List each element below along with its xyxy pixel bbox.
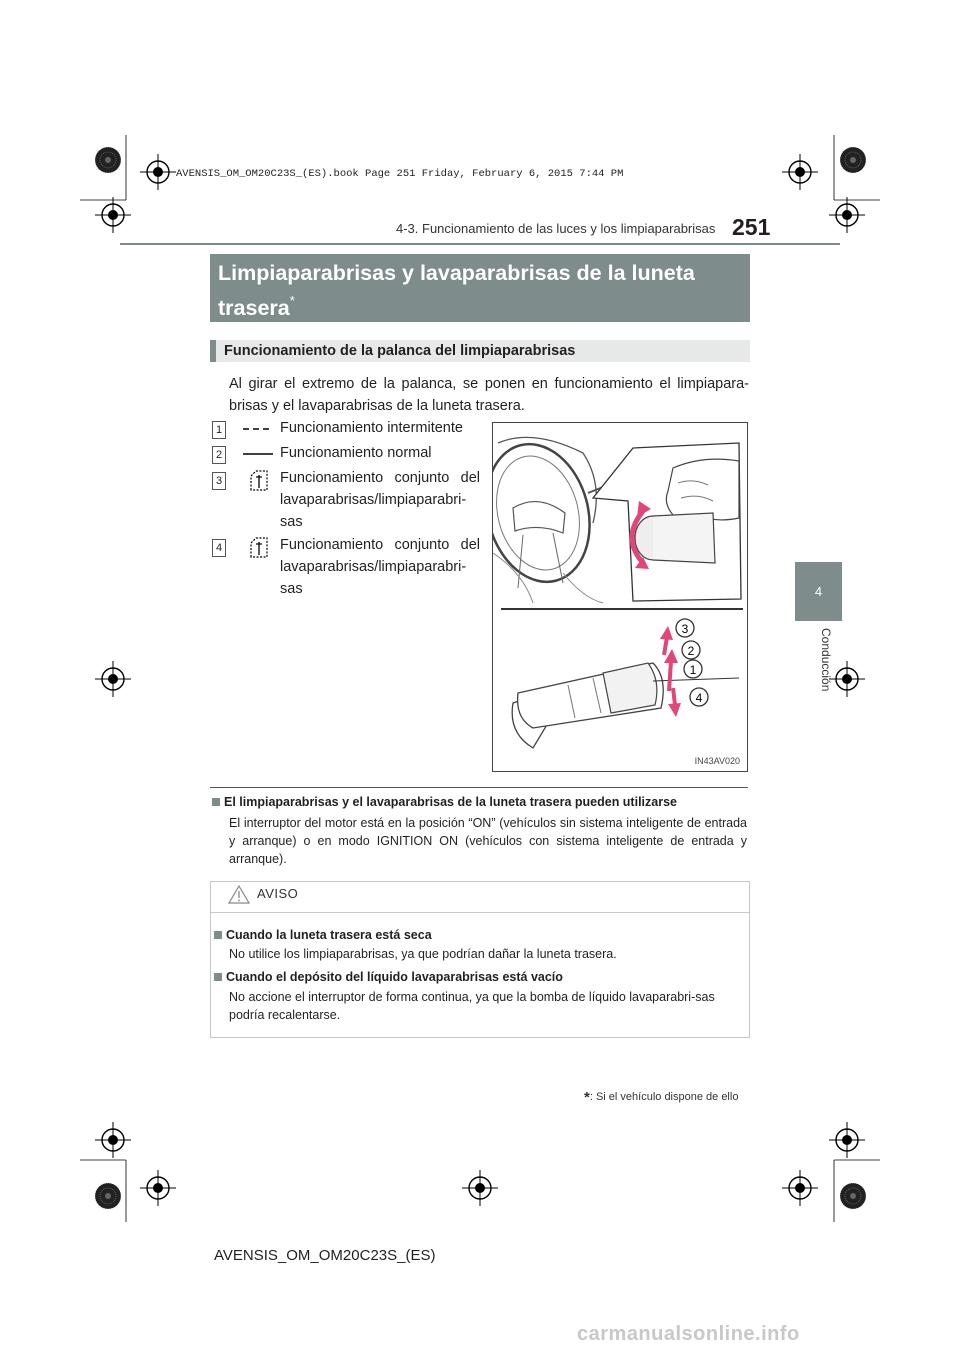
svg-text:2: 2 xyxy=(687,644,695,658)
title-asterisk: * xyxy=(289,293,295,308)
dashed-line-icon xyxy=(242,422,274,436)
intro-paragraph: Al girar el extremo de la palanca, se ponen en funcionamiento el limpiapara-brisas y el lavaparabrisas de la luneta trasera. xyxy=(229,376,749,414)
print-stamp: AVENSIS_OM_OM20C23S_(ES).book Page 251 Friday, February 6, 2015 7:44 PM xyxy=(176,168,624,180)
page-title-text: Limpiaparabrisas y lavaparabrisas de la luneta trasera xyxy=(218,261,695,321)
note-body: El interruptor del motor está en la posición “ON” (vehículos sin sistema inteligente de entrada y arranque) o en modo IGNITION ON (vehículos con sistema inteligente de entrada y arranque). xyxy=(229,816,747,866)
item-number-3: 3 xyxy=(212,472,226,490)
wiper-lever-illustration xyxy=(493,423,747,771)
header-rule xyxy=(120,243,840,245)
item-text-4: Funcionamiento conjunto del lavaparabrisas/limpiaparabri-sas xyxy=(280,537,480,597)
svg-text:3: 3 xyxy=(681,622,689,636)
svg-text:4: 4 xyxy=(695,691,703,705)
warning-heading-1: Cuando la luneta trasera está seca xyxy=(214,928,432,942)
square-bullet-icon xyxy=(212,798,220,806)
square-bullet-icon xyxy=(214,973,222,981)
chapter-tab[interactable] xyxy=(795,562,842,621)
page-number: 251 xyxy=(732,214,771,240)
footnote xyxy=(584,1089,738,1106)
warning-separator xyxy=(211,912,749,913)
footer-document-code: AVENSIS_OM_OM20C23S_(ES) xyxy=(214,1247,436,1264)
footnote-marker: * xyxy=(584,1089,590,1106)
square-bullet-icon xyxy=(214,931,222,939)
figure-callout-1 xyxy=(684,660,702,678)
watermark: carmanualsonline.info xyxy=(577,1323,800,1345)
item-number-4: 4 xyxy=(212,539,226,557)
note-heading-text: El limpiaparabrisas y el lavaparabrisas de la luneta trasera pueden utilizarse xyxy=(224,795,677,809)
item-number-2: 2 xyxy=(212,446,226,464)
rear-washer-icon xyxy=(248,535,270,561)
rear-washer-icon xyxy=(248,468,270,494)
wiper-lever-figure xyxy=(492,422,748,772)
note-heading xyxy=(212,795,677,809)
item-text-3: Funcionamiento conjunto del lavaparabrisas/limpiaparabri-sas xyxy=(280,470,480,530)
figure-callout-3 xyxy=(676,619,694,637)
item-text-1: Funcionamiento intermitente xyxy=(280,420,463,436)
warning-heading-2: Cuando el depósito del líquido lavaparabrisas está vacío xyxy=(214,970,563,984)
svg-text:1: 1 xyxy=(689,663,697,677)
figure-callout-4 xyxy=(690,688,708,706)
item-text-2: Funcionamiento normal xyxy=(280,445,432,461)
warning-body-1: No utilice los limpiaparabrisas, ya que podrían dañar la luneta trasera. xyxy=(229,947,617,961)
chapter-label: Conducción xyxy=(819,628,833,692)
warning-triangle-icon xyxy=(228,884,250,904)
solid-line-icon xyxy=(242,447,274,461)
footnote-text: : Si el vehículo dispone de ello xyxy=(589,1091,739,1103)
figure-code: IN43AV020 xyxy=(694,756,740,766)
header-section-title: 4-3. Funcionamiento de las luces y los limpiaparabrisas xyxy=(396,221,716,236)
item-number-1: 1 xyxy=(212,421,226,439)
note-separator xyxy=(210,787,748,788)
warning-body-2: No accione el interruptor de forma continua, ya que la bomba de líquido lavaparabri-sas podría recalentarse. xyxy=(229,990,715,1022)
figure-callout-2 xyxy=(682,641,700,659)
page-title xyxy=(218,258,748,323)
subheading: Funcionamiento de la palanca del limpiaparabrisas xyxy=(224,343,576,359)
warning-title: AVISO xyxy=(257,886,299,901)
chapter-number: 4 xyxy=(814,584,823,599)
